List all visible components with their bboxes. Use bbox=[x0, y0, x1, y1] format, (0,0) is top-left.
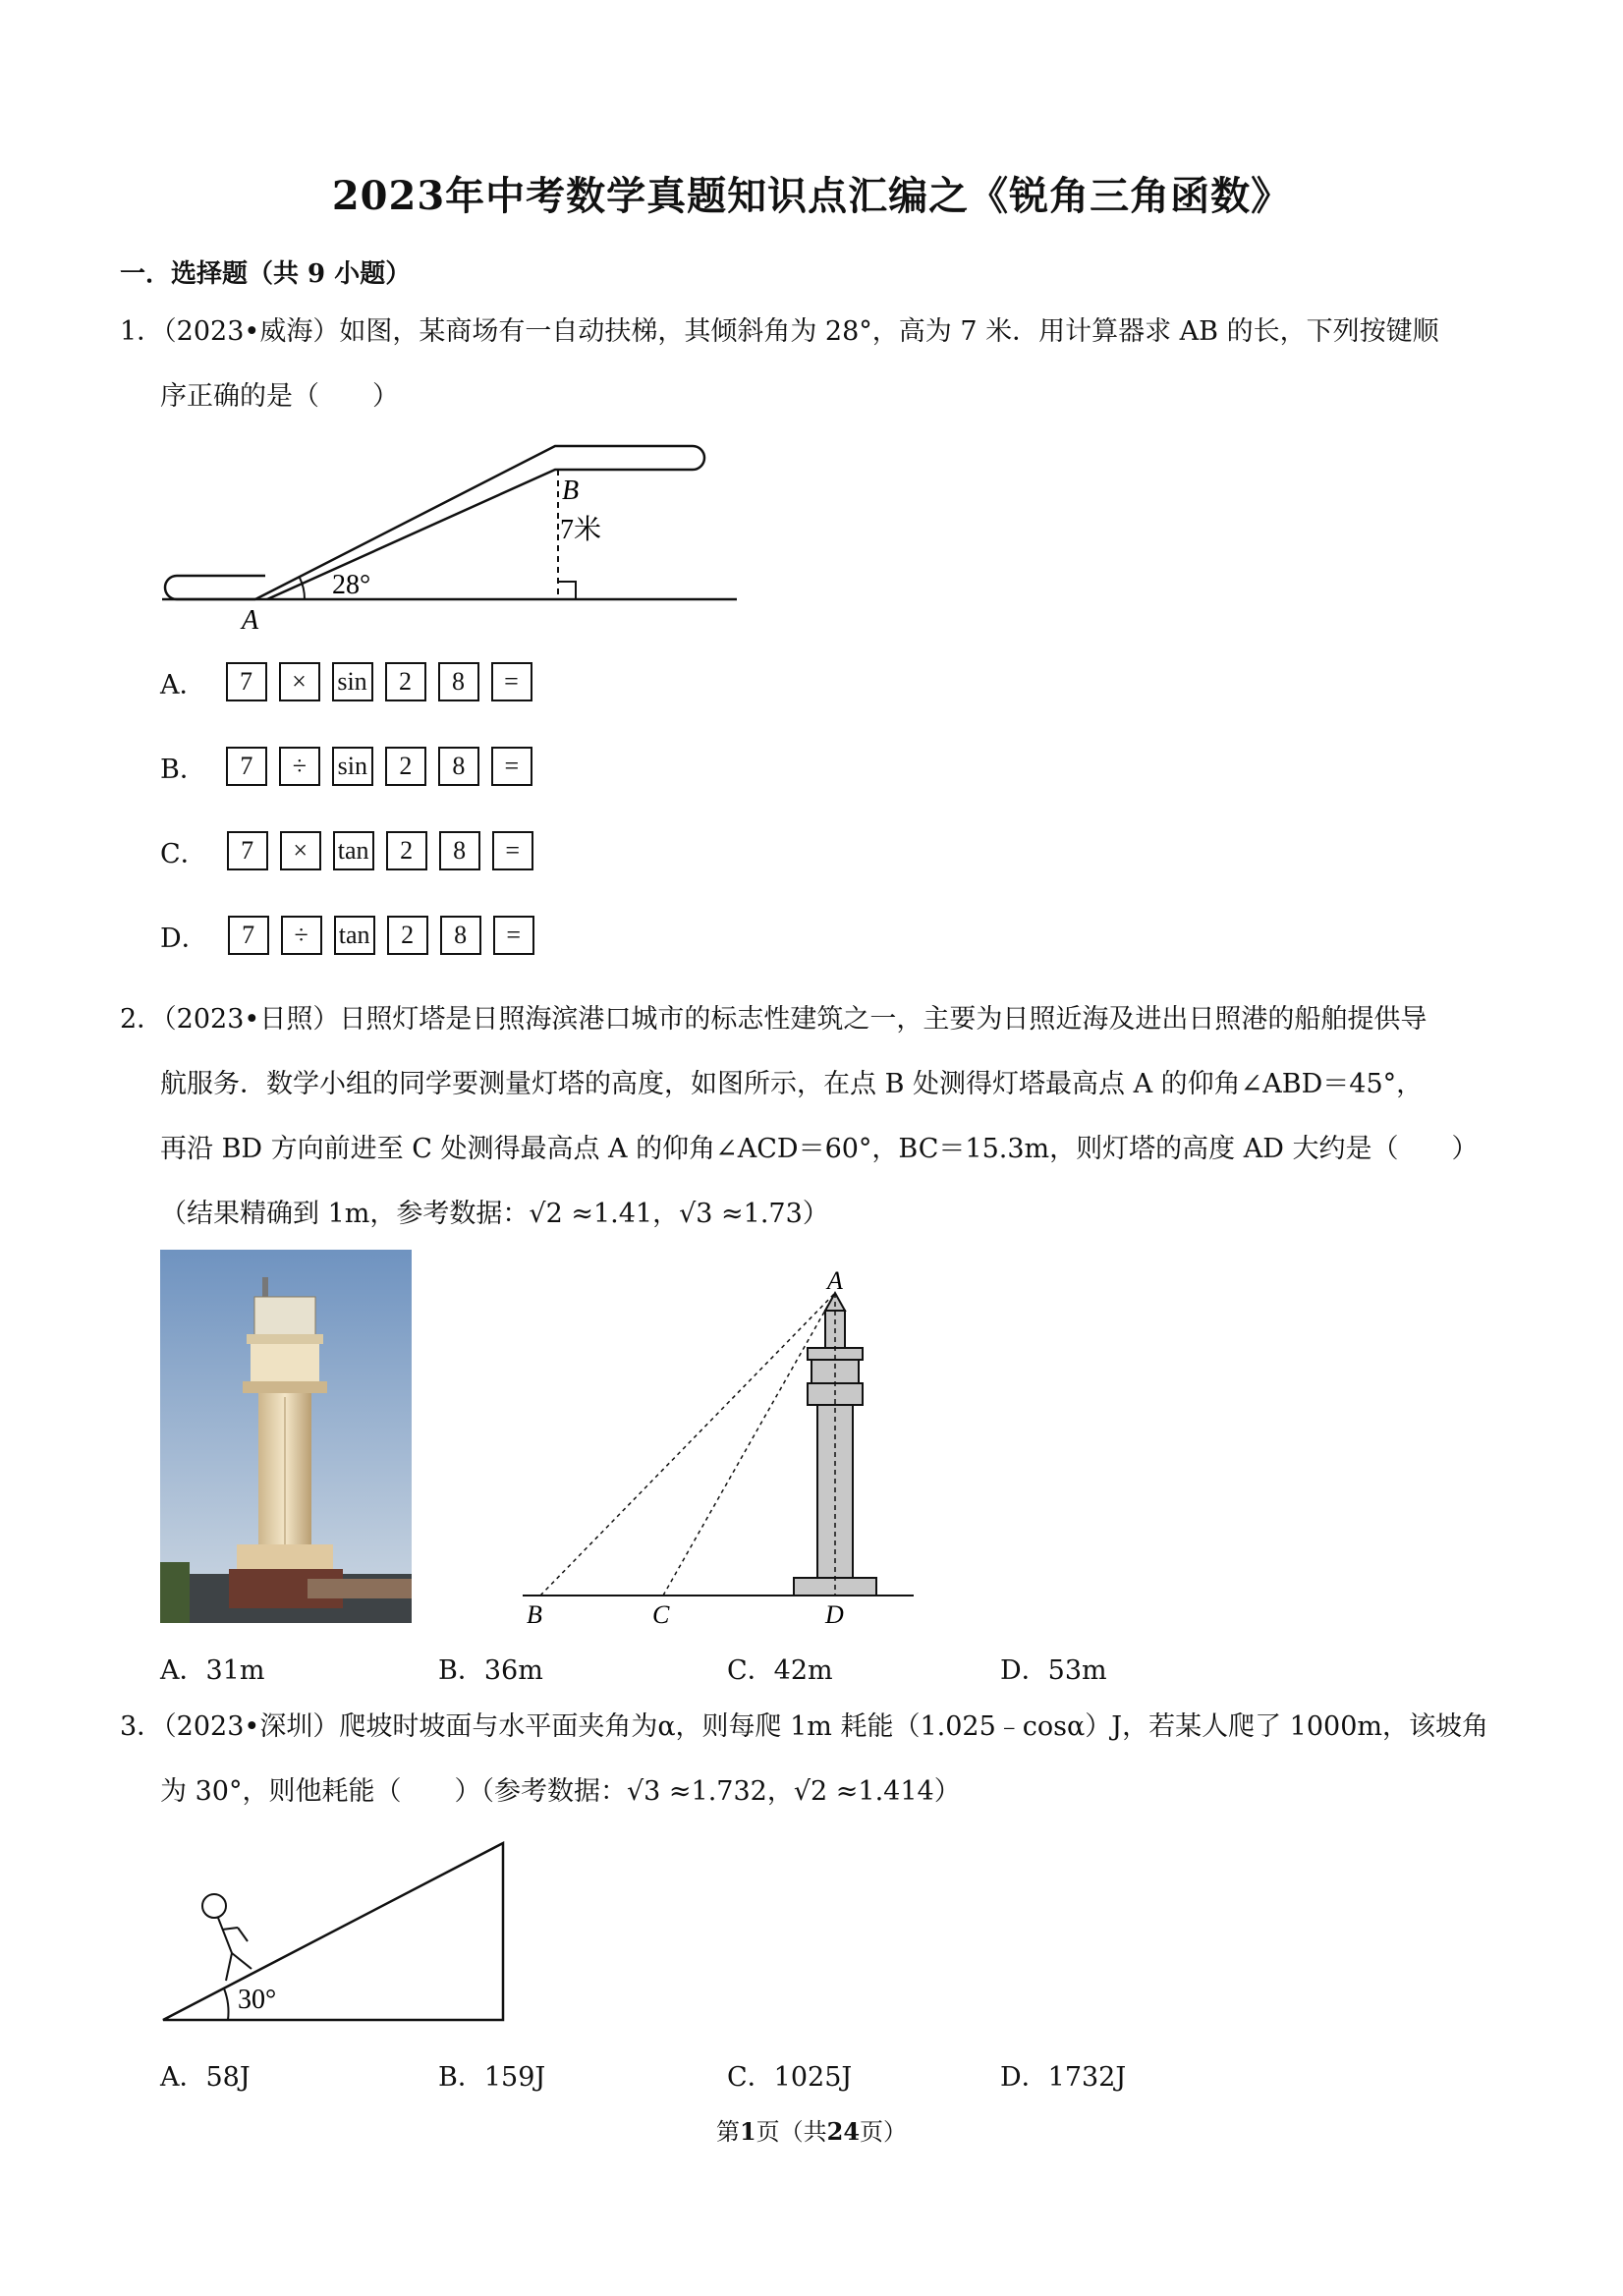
label-angle: 30° bbox=[238, 1985, 277, 2015]
slope-triangle bbox=[163, 1843, 503, 2020]
calculator-key: ÷ bbox=[279, 747, 320, 786]
q1-option-d[interactable] bbox=[160, 916, 534, 955]
calculator-key: ÷ bbox=[281, 916, 322, 955]
calculator-key: 7 bbox=[228, 916, 269, 955]
calculator-key: × bbox=[280, 831, 321, 870]
footer-mid: 页（共 bbox=[756, 2118, 827, 2146]
q2-option-a[interactable]: A．31m bbox=[160, 1655, 265, 1686]
section-heading: 一．选择题（共 9 小题） bbox=[120, 259, 412, 289]
calculator-key: 8 bbox=[438, 662, 479, 701]
q1-escalator-figure bbox=[157, 432, 747, 639]
q3-option-c[interactable]: C．1025J bbox=[727, 2062, 853, 2093]
calculator-key: 7 bbox=[226, 662, 267, 701]
page-title: 2023年中考数学真题知识点汇编之《锐角三角函数》 bbox=[331, 173, 1292, 219]
calculator-key: sin bbox=[332, 747, 373, 786]
right-angle-mark bbox=[558, 582, 576, 599]
sight-line-C bbox=[663, 1293, 835, 1596]
calculator-key: × bbox=[279, 662, 320, 701]
calculator-key: 8 bbox=[438, 747, 479, 786]
footer-page: 1 bbox=[739, 2117, 756, 2146]
q1-option-c[interactable] bbox=[160, 831, 533, 870]
calculator-key: sin bbox=[332, 662, 373, 701]
q1-option-a[interactable] bbox=[160, 662, 532, 701]
q2-lighthouse-diagram bbox=[511, 1267, 923, 1641]
q3-option-b[interactable]: B．159J bbox=[438, 2062, 546, 2093]
q2-option-c[interactable]: C．42m bbox=[727, 1655, 833, 1686]
q2-option-b[interactable]: B．36m bbox=[438, 1655, 543, 1686]
calculator-key-sequence bbox=[226, 747, 532, 786]
q3-option-a[interactable]: A．58J bbox=[160, 2062, 251, 2093]
calculator-key: 8 bbox=[440, 916, 481, 955]
q1-text-line1: 1．（2023•威海）如图，某商场有一自动扶梯，其倾斜角为 28°，高为 7 米．用计算器求 AB 的长，下列按键顺 bbox=[120, 316, 1439, 347]
calculator-key: 2 bbox=[385, 747, 426, 786]
q2-text-line4: （结果精确到 1m，参考数据：√2 ≈1.41，√3 ≈1.73） bbox=[160, 1199, 829, 1229]
q2-text-line3: 再沿 BD 方向前进至 C 处测得最高点 A 的仰角∠ACD＝60°，BC＝15.3m，则灯塔的高度 AD 大约是（ ） bbox=[160, 1134, 1479, 1164]
q1-option-b[interactable] bbox=[160, 747, 532, 786]
calculator-key-sequence bbox=[228, 916, 534, 955]
label-A: A bbox=[242, 605, 259, 636]
q3-option-d[interactable]: D．1732J bbox=[1000, 2062, 1127, 2093]
calculator-key: = bbox=[491, 662, 532, 701]
calculator-key-sequence bbox=[227, 831, 533, 870]
q1-text-line2: 序正确的是（ ） bbox=[160, 381, 399, 412]
sight-line-B bbox=[540, 1293, 835, 1596]
climber-icon bbox=[202, 1894, 252, 1981]
label-D: D bbox=[825, 1600, 844, 1629]
calculator-key: tan bbox=[333, 831, 374, 870]
q3-text-line1: 3．（2023•深圳）爬坡时坡面与水平面夹角为α，则每爬 1m 耗能（1.025﹣cosα）J，若某人爬了 1000m，该坡角 bbox=[120, 1711, 1488, 1742]
calculator-key: = bbox=[491, 747, 532, 786]
calculator-key: 2 bbox=[385, 662, 426, 701]
escalator-bottom bbox=[165, 576, 265, 599]
angle-arc bbox=[300, 578, 305, 599]
lighthouse-photo bbox=[160, 1250, 412, 1623]
calculator-key: tan bbox=[334, 916, 375, 955]
label-angle: 28° bbox=[332, 570, 371, 600]
q1-option-label: D． bbox=[160, 924, 208, 954]
footer-prefix: 第 bbox=[715, 2118, 740, 2146]
calculator-key: 2 bbox=[386, 831, 427, 870]
q2-text-line1: 2．（2023•日照）日照灯塔是日照海滨港口城市的标志性建筑之一，主要为日照近海及进出日照港的船舶提供导 bbox=[120, 1004, 1427, 1035]
calculator-key: 8 bbox=[439, 831, 480, 870]
q1-option-label: B． bbox=[160, 755, 206, 785]
label-A: A bbox=[827, 1267, 843, 1295]
footer-total: 24 bbox=[826, 2117, 861, 2146]
calculator-key: = bbox=[493, 916, 534, 955]
q2-text-line2: 航服务．数学小组的同学要测量灯塔的高度，如图所示，在点 B 处测得灯塔最高点 A 的仰角∠ABD＝45°， bbox=[160, 1069, 1424, 1099]
calculator-key: 2 bbox=[387, 916, 428, 955]
q2-option-d[interactable]: D．53m bbox=[1000, 1655, 1107, 1686]
angle-arc bbox=[224, 1988, 228, 2020]
calculator-key: 7 bbox=[227, 831, 268, 870]
label-B: B bbox=[527, 1600, 542, 1629]
label-height: 7米 bbox=[560, 515, 602, 545]
page-footer bbox=[0, 2112, 1623, 2147]
q3-text-line2: 为 30°，则他耗能（ ）（参考数据：√3 ≈1.732，√2 ≈1.414） bbox=[160, 1776, 961, 1807]
label-C: C bbox=[652, 1600, 670, 1629]
calculator-key: = bbox=[492, 831, 533, 870]
label-B: B bbox=[562, 476, 580, 506]
escalator-rail bbox=[255, 446, 704, 599]
q3-slope-figure bbox=[157, 1833, 521, 2030]
footer-suffix: 页） bbox=[860, 2118, 908, 2146]
q1-option-label: A． bbox=[160, 670, 206, 700]
q1-option-label: C． bbox=[160, 839, 207, 869]
calculator-key: 7 bbox=[226, 747, 267, 786]
calculator-key-sequence bbox=[226, 662, 532, 701]
